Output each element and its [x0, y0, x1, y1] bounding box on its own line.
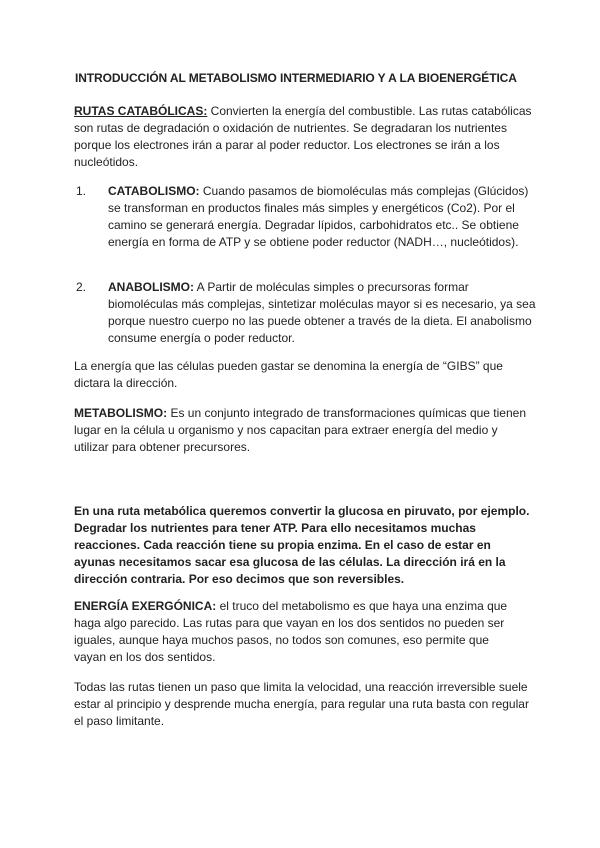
metabolismo-label: METABOLISMO: — [74, 406, 168, 420]
energia-exergonica-paragraph — [74, 598, 524, 666]
anabolismo-text: A Partir de moléculas simples o precursoras formar biomoléculas más complejas, sintetizar moléculas mayor si es necesario, ya sea porque nuestro cuerpo no las puede obtener a través de la dieta. El anabolismo consume energía o poder reductor. — [108, 280, 536, 345]
energia-gibs-paragraph: La energía que las células pueden gastar se denomina la energía de “GIBS” que dictara la dirección. — [74, 359, 503, 390]
ruta-metabolica-paragraph: En una ruta metabólica queremos convertir la glucosa en piruvato, por ejemplo. Degradar los nutrientes para tener ATP. Para ello necesitamos muchas reacciones. Cada reacción tiene su propia enzima. En el caso de estar en ayunas necesitamos sacar esa glucosa de las células. La dirección irá en la dirección contraria. Por eso decimos que son reversibles. — [74, 504, 530, 586]
energia-exergonica-label: ENERGÍA EXERGÓNICA: — [74, 599, 217, 613]
catabolismo-paragraph — [108, 183, 536, 251]
document-title: INTRODUCCIÓN AL METABOLISMO INTERMEDIARIO Y A LA BIOENERGÉTICA — [75, 71, 517, 85]
list-number: 1. — [76, 184, 87, 198]
metabolismo-paragraph — [74, 405, 534, 456]
rutas-catabolicas-label: RUTAS CATABÓLICAS: — [74, 104, 208, 118]
catabolismo-text: Cuando pasamos de biomoléculas más complejas (Glúcidos) se transforman en productos finales más simples y energéticos (Co2). Por el camino se generará energía. Degradar lípidos, carbohidratos etc.. Se obtiene energía en forma de ATP y se obtiene poder reductor (NADH…, nucleótidos). — [108, 184, 529, 249]
list-number: 2. — [76, 280, 87, 294]
catabolismo-label: CATABOLISMO: — [108, 184, 200, 198]
paso-limitante-paragraph: Todas las rutas tienen un paso que limita la velocidad, una reacción irreversible suele estar al principio y desprende mucha energía, para regular una ruta basta con regular el paso limitante. — [74, 680, 529, 728]
anabolismo-label: ANABOLISMO: — [108, 280, 194, 294]
anabolismo-paragraph — [108, 279, 536, 347]
rutas-catabolicas-text: Convierten la energía del combustible. Las rutas catabólicas son rutas de degradación o oxidación de nutrientes. Se degradaran los nutrientes porque los electrones irán a parar al poder reductor. Los electrones se irán a los nucleótidos. — [74, 104, 532, 169]
energia-exergonica-text: el truco del metabolismo es que haya una enzima que haga algo parecido. Las rutas para que vayan en los dos sentidos no pueden ser iguales, aunque haya muchos pasos, no todos son comunes, eso permite que vayan en los dos sentidos. — [74, 599, 508, 664]
rutas-catabolicas-paragraph — [74, 103, 536, 171]
metabolismo-text: Es un conjunto integrado de transformaciones químicas que tienen lugar en la célula u organismo y nos capacitan para extraer energía del medio y utilizar para obtener precursores. — [74, 406, 526, 454]
